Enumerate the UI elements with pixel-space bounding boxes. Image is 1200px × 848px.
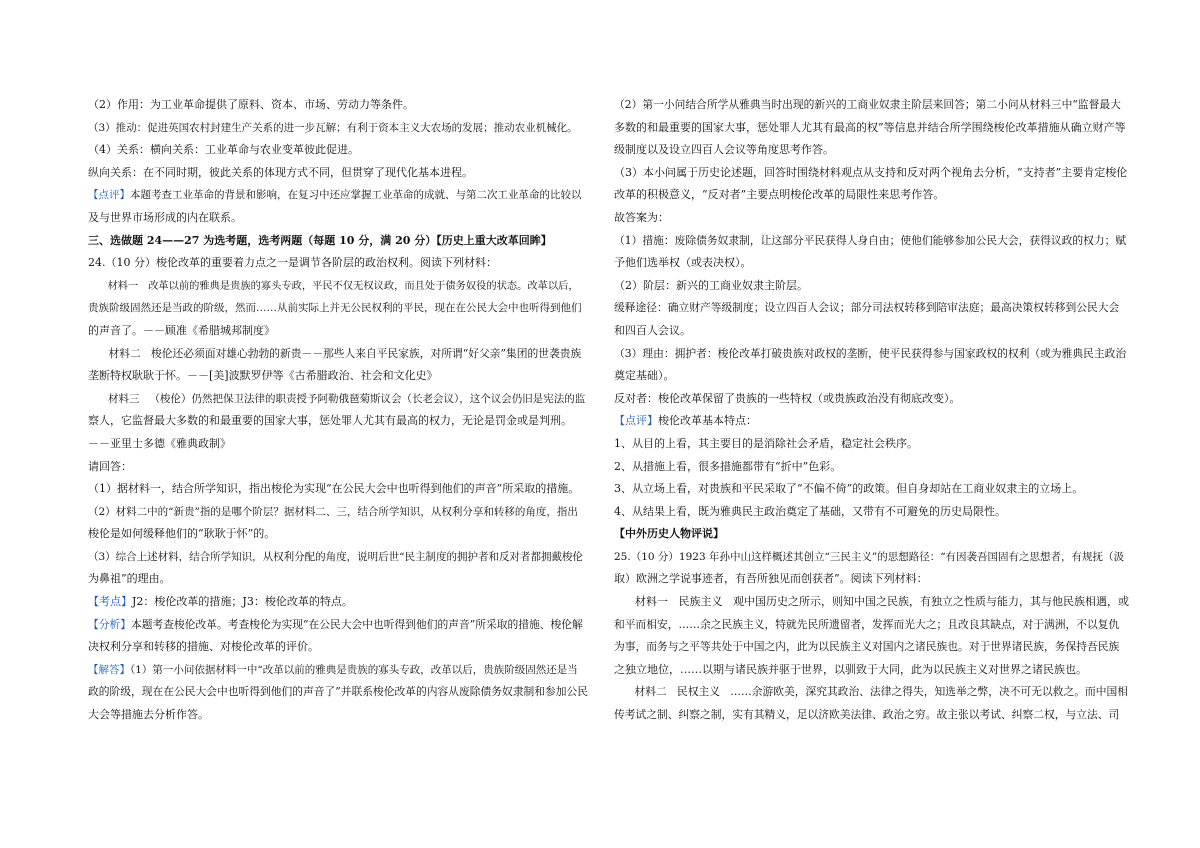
text-line — [88, 94, 588, 117]
line-text: （4）关系：横向关系：工业革命与农业变革彼此促进。 — [88, 143, 359, 157]
line-text: （3）综合上述材料，结合所学知识，从权利分配的角度，说明后世“民主制度的拥护者和反对者都拥戴梭伦 — [88, 550, 584, 563]
line-text: （1）据材料一，结合所学知识，指出梭伦为实现“在公民大会中也听得到他们的声音”所采取的措施。 — [88, 482, 580, 496]
text-line — [88, 275, 588, 298]
line-text: （1）第一小问依据材料一中“改革以前的雅典是贵族的寡头专政，改革以后，贵族阶级固然还是当 — [130, 663, 578, 676]
text-line — [614, 275, 1130, 298]
text-line — [88, 320, 588, 343]
text-line — [88, 117, 588, 140]
text-line — [614, 252, 1130, 275]
text-line — [614, 456, 1130, 479]
text-line — [88, 568, 588, 591]
section-tag: 【解答】 — [88, 663, 130, 676]
line-text: 本题考查梭伦改革。考查梭伦为实现“在公民大会中也听得到他们的声音”所采取的措施、梭伦解 — [131, 617, 583, 631]
text-line — [614, 704, 1130, 727]
line-text: 奠定基础）。 — [614, 369, 675, 383]
text-line — [614, 117, 1130, 140]
line-text: 材料二 民权主义 ……余游欧美，深究其政治、法律之得失，知选举之弊，决不可无以救之。而中国相 — [614, 685, 1129, 699]
text-line — [88, 139, 588, 162]
line-text: （2）作用：为工业革命提供了原料、资本、市场、劳动力等条件。 — [88, 98, 414, 111]
text-line — [88, 388, 588, 411]
text-line — [614, 523, 1130, 546]
text-line — [88, 456, 588, 479]
text-line — [88, 343, 588, 366]
line-text: 材料三 （梭伦）仍然把保卫法律的职责授予阿勒俄琶菊斯议会（长老会议），这个议会仍旧是宪法的监 — [88, 392, 586, 405]
line-text: 的声音了。－－顾准《希腊城邦制度》 — [88, 323, 275, 337]
text-line — [614, 343, 1130, 366]
line-text: 本题考查工业革命的背景和影响，在复习中还应掌握工业革命的成就、与第二次工业革命的比较以 — [130, 189, 582, 202]
line-text: 贵族阶级固然还是当政的阶级，然而……从前实际上并无公民权利的平民，现在在公民大会中也听得到他们 — [88, 302, 582, 315]
line-text: 取）欧洲之学说事迹者，有吾所独见而创获者”。阅读下列材料： — [614, 572, 928, 586]
text-line — [88, 681, 588, 704]
line-text: 垄断特权耿耿于怀。－－[美]波默罗伊等《古希腊政治、社会和文化史》 — [88, 369, 438, 383]
line-text: （2）阶层：新兴的工商业奴隶主阶层。 — [614, 278, 808, 292]
right-column — [614, 94, 1130, 727]
text-line — [88, 365, 588, 388]
text-line — [88, 433, 588, 456]
text-line — [88, 184, 588, 207]
text-line — [88, 659, 588, 682]
text-line — [88, 207, 588, 230]
text-line — [614, 433, 1130, 456]
line-text: 【中外历史人物评说】 — [614, 527, 724, 541]
section-tag: 【分析】 — [88, 617, 132, 631]
line-text: 梭伦改革基本特点： — [658, 414, 757, 428]
line-text: 反对者：梭伦改革保留了贵族的一些特权（或贵族政治没有彻底改变）。 — [614, 391, 961, 405]
text-line — [88, 636, 588, 659]
line-text: （3）推动：促进英国农村封建生产关系的进一步瓦解；有利于资本主义大农场的发展；推动农业机械化。 — [88, 121, 578, 134]
text-line — [614, 501, 1130, 524]
line-text: 为事，而务与之平等共处于中国之内，此为以民族主义对国内之诸民族也。对于世界诸民族，务保持吾民族 — [614, 640, 1120, 654]
text-line — [88, 297, 588, 320]
line-text: 之独立地位，……以期与诸民族并驱于世界，以驯致于大同，此为以民族主义对世界之诸民族也。 — [614, 662, 1087, 676]
text-line — [614, 320, 1130, 343]
text-line — [614, 659, 1130, 682]
line-text: 三、选做题 24——27 为选考题，选考两题（每题 10 分，满 20 分）【历史上重大改革回眸】 — [88, 233, 552, 247]
line-text: J2：梭伦改革的措施；J3：梭伦改革的特点。 — [132, 595, 353, 609]
line-text: 大会等措施去分析作答。 — [88, 708, 209, 722]
text-line — [614, 94, 1130, 117]
line-text: （2）第一小问结合所学从雅典当时出现的新兴的工商业奴隶主阶层来回答；第二小问从材料三中“监督最大 — [614, 98, 1121, 111]
line-text: 和平而相安，……余之民族主义，特就先民所遗留者，发挥而光大之；且改良其缺点，对于满洲，不以复仇 — [614, 617, 1120, 631]
text-line — [88, 614, 588, 637]
line-text: 2、从措施上看，很多措施都带有“折中”色彩。 — [614, 459, 842, 473]
text-line — [614, 365, 1130, 388]
text-line — [614, 410, 1130, 433]
line-text: 及与世界市场形成的内在联系。 — [88, 210, 242, 224]
line-text: 请回答： — [88, 459, 132, 473]
line-text: 材料一 改革以前的雅典是贵族的寡头专政，平民不仅无权议政，而且处于债务奴役的状态。改革以后， — [88, 279, 579, 292]
line-text: 24.（10 分）梭伦改革的重要着力点之一是调节各阶层的政治权利。阅读下列材料： — [88, 256, 497, 270]
line-text: 25.（10 分）1923 年孙中山这样概述其创立“三民主义”的思想路径：“有因袭吾国固有之思想者，有规抚（汲 — [614, 550, 1125, 563]
line-text: 传考试之制、纠察之制，实有其精义，足以济欧美法律、政治之穷。故主张以考试、纠察二权，与立法、司 — [614, 708, 1120, 722]
line-text: －－亚里士多德《雅典政制》 — [88, 436, 231, 450]
line-text: 改革的积极意义，“反对者”主要点明梭伦改革的局限性来思考作答。 — [614, 188, 945, 202]
text-line — [614, 184, 1130, 207]
line-text: 故答案为： — [614, 210, 669, 224]
text-line — [614, 297, 1130, 320]
line-text: （3）本小问属于历史论述题，回答时围绕材料观点从支持和反对两个视角去分析，“支持者”主要肯定梭伦 — [614, 165, 1128, 179]
line-text: 决权利分享和转移的措施、对梭伦改革的评价。 — [88, 640, 319, 654]
line-text: 缓释途径：确立财产等级制度；设立四百人会议；部分司法权转移到陪审法庭；最高决策权转移到公民大会 — [614, 301, 1120, 315]
text-line — [88, 230, 588, 253]
text-line — [614, 614, 1130, 637]
line-text: 1、从目的上看，其主要目的是消除社会矛盾，稳定社会秩序。 — [614, 436, 918, 450]
line-text: 梭伦是如何缓释他们的“耿耿于怀”的。 — [88, 527, 276, 541]
text-line — [614, 207, 1130, 230]
line-text: 和四百人会议。 — [614, 323, 691, 337]
line-text: 材料一 民族主义 观中国历史之所示，则知中国之民族，有独立之性质与能力，其与他民族相遇，或 — [614, 595, 1129, 609]
text-line — [614, 139, 1130, 162]
line-text: 级制度以及设立四百人会议等角度思考作答。 — [614, 143, 834, 157]
text-line — [88, 591, 588, 614]
text-line — [614, 636, 1130, 659]
text-line — [614, 681, 1130, 704]
line-text: （3）理由：拥护者：梭伦改革打破贵族对政权的垄断，使平民获得参与国家政权的权利（或为雅典民主政治 — [614, 346, 1127, 360]
section-tag: 【点评】 — [614, 414, 658, 428]
line-text: 察人，它监督最大多数的和最重要的国家大事，惩处罪人尤其有最高的权力，无论是罚金或是判刑。 — [88, 414, 572, 428]
text-line — [88, 252, 588, 275]
line-text: （1）措施：废除债务奴隶制，让这部分平民获得人身自由；使他们能够参加公民大会，获得议政的权力；赋 — [614, 233, 1127, 247]
line-text: 纵向关系：在不同时期，彼此关系的体现方式不同，但贯穿了现代化基本进程。 — [88, 165, 473, 179]
text-line — [614, 388, 1130, 411]
text-line — [88, 546, 588, 569]
line-text: 予他们选举权（或表决权）。 — [614, 256, 752, 270]
text-line — [88, 501, 588, 524]
section-tag: 【点评】 — [88, 189, 130, 202]
line-text: 为鼻祖”的理由。 — [88, 572, 171, 586]
line-text: 政的阶级，现在在公民大会中也听得到他们的声音了”并联系梭伦改革的内容从废除债务奴隶制和参加公民 — [88, 685, 588, 699]
line-text: 材料二 梭伦还必须面对雄心勃勃的新贵－－那些人来自平民家族，对所谓“好父亲”集团的世袭贵族 — [88, 346, 582, 360]
line-text: （2）材料二中的“新贵”指的是哪个阶层？据材料二、三，结合所学知识，从权利分享和转移的角度，指出 — [88, 505, 578, 518]
text-line — [614, 230, 1130, 253]
text-line — [88, 478, 588, 501]
text-line — [614, 591, 1130, 614]
line-text: 多数的和最重要的国家大事，惩处罪人尤其有最高的权”等信息并结合所学围绕梭伦改革措施从确立财产等 — [614, 120, 1126, 134]
text-line — [614, 162, 1130, 185]
line-text: 4、从结果上看，既为雅典民主政治奠定了基础，又带有不可避免的历史局限性。 — [614, 504, 1006, 518]
text-line — [88, 162, 588, 185]
line-text: 3、从立场上看，对贵族和平民采取了“不偏不倚”的政策。但自身却站在工商业奴隶主的立场上。 — [614, 482, 1084, 496]
text-line — [614, 568, 1130, 591]
left-column — [88, 94, 588, 727]
text-line — [88, 410, 588, 433]
text-line — [88, 704, 588, 727]
section-tag: 【考点】 — [88, 595, 132, 609]
text-line — [614, 478, 1130, 501]
text-line — [614, 546, 1130, 569]
text-line — [88, 523, 588, 546]
